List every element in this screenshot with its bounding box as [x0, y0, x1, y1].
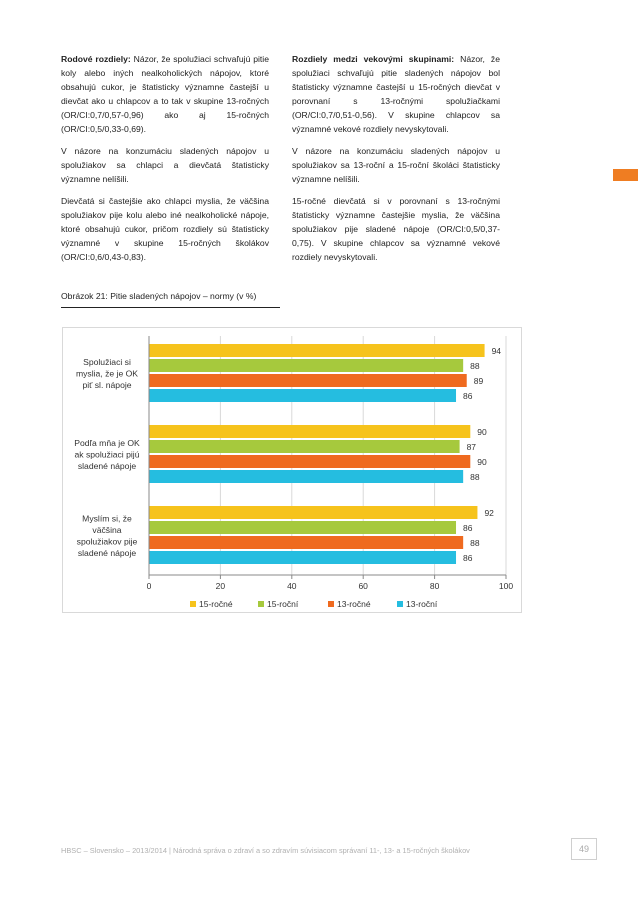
bar — [149, 536, 463, 549]
bar — [149, 389, 456, 402]
data-label: 90 — [477, 457, 487, 467]
age-differences-text: Názor, že spolužiaci schvaľujú pitie sladených nápojov bol štatisticky významne častejší u 15-ročných dievčat v porovnaní s 13-ročnými spolužiačkami (OR/CI:0,7/0,51-0,56). V skupine chlapcov sa významné vekové rozdiely nevyskytovali. — [292, 54, 500, 134]
figure-caption: Obrázok 21: Pitie sladených nápojov – normy (v %) — [61, 291, 257, 301]
gender-differences-paragraph — [61, 52, 269, 136]
legend-swatch — [328, 601, 334, 607]
x-tick-label: 40 — [287, 581, 297, 591]
bar — [149, 506, 477, 519]
data-label: 86 — [463, 523, 473, 533]
caption-divider — [61, 307, 280, 308]
category-label — [77, 513, 138, 558]
category-label-line: piť sl. nápoje — [82, 380, 132, 390]
chart-frame — [62, 327, 522, 613]
data-label: 94 — [491, 346, 502, 356]
category-label-line: spolužiakov pije — [76, 536, 138, 547]
legend-swatch — [190, 601, 196, 607]
gender-differences-heading: Rodové rozdiely: — [61, 54, 131, 64]
category-label-line: ak spolužiaci pijú — [74, 449, 140, 460]
bar — [149, 344, 485, 357]
gender-differences-text: Názor, že spolužiaci schvaľujú pitie koly alebo iných nealkoholických nápojov, ktoré obsahujú cukor, je štatisticky významne častejší u dievčat ako u chlapcov a to tak v skupine 13-ročných (OR/CI:0,7/0,57-0,96) ako aj 15-ročných (OR/CI:0,5/0,33-0,69). — [61, 54, 269, 134]
category-label-line: Myslím si, že — [82, 513, 132, 524]
x-tick-label: 60 — [358, 581, 368, 591]
age-belief-paragraph: 15-ročné dievčatá si v porovnaní s 13-ročnými štatisticky významne častejšie myslia, že väčšina spolužiakov pije sladené nápoje (OR/CI:0,5/0,37-0,75). V skupine chlapcov sa významné vekové rozdiely nevyskytovali. — [292, 196, 500, 262]
chapter-tab-marker — [613, 169, 638, 181]
data-label: 86 — [463, 553, 473, 563]
data-label: 88 — [470, 538, 480, 548]
bar — [149, 440, 460, 453]
category-label — [76, 357, 138, 390]
data-label: 90 — [477, 427, 487, 437]
bar — [149, 551, 456, 564]
legend-label: 13-roční — [406, 599, 438, 609]
category-label-line: myslia, že je OK — [75, 368, 139, 379]
consumption-opinion-paragraph: V názore na konzumáciu sladených nápojov u spolužiakov sa chlapci a dievčatá štatisticky významne nelíšili. — [61, 146, 269, 184]
category-label-line: väčšina — [92, 524, 122, 535]
age-differences-paragraph — [292, 52, 500, 136]
x-tick-label: 0 — [146, 581, 152, 591]
data-label: 86 — [463, 391, 473, 401]
girls-belief-paragraph: Dievčatá si častejšie ako chlapci myslia, že väčšina spolužiakov pije kolu alebo iné nealkoholické nápoje, ktoré obsahujú cukor, pričom rozdiely sú štatisticky významné v skupine 15-ročných školákov (OR/CI:0,6/0,43-0,83). — [61, 196, 269, 262]
bar — [149, 359, 463, 372]
bar — [149, 455, 470, 468]
legend-label: 15-roční — [267, 599, 299, 609]
category-label-line: Podľa mňa je OK — [74, 438, 140, 448]
right-text-column — [292, 52, 500, 272]
footer-text: HBSC – Slovensko – 2013/2014 | Národná správa o zdraví a so zdravím súvisiacom správaní 11-, 13- a 15-ročných školákov — [61, 846, 470, 855]
legend-swatch — [397, 601, 403, 607]
legend-swatch — [258, 601, 264, 607]
bar — [149, 425, 470, 438]
data-label: 87 — [466, 442, 477, 452]
x-tick-label: 100 — [498, 581, 514, 591]
bar-chart — [63, 328, 521, 612]
bar — [149, 374, 467, 387]
bar — [149, 470, 463, 483]
data-label: 92 — [484, 508, 494, 518]
age-differences-heading: Rozdiely medzi vekovými skupinami: — [292, 54, 455, 64]
left-text-column — [61, 52, 269, 272]
x-tick-label: 20 — [215, 581, 226, 591]
legend-label: 13-ročné — [337, 599, 371, 609]
bar — [149, 521, 456, 534]
age-consumption-paragraph: V názore na konzumáciu sladených nápojov u spolužiakov sa 13-roční a 15-roční školáci štatisticky významne nelíšili. — [292, 146, 500, 184]
category-label-line: sladené nápoje — [77, 461, 137, 471]
data-label: 88 — [470, 361, 480, 371]
x-tick-label: 80 — [429, 581, 440, 591]
page-number: 49 — [571, 838, 597, 860]
data-label: 89 — [473, 376, 484, 386]
data-label: 88 — [470, 472, 480, 482]
category-label — [74, 438, 140, 471]
category-label-line: sladené nápoje — [77, 547, 137, 558]
category-label-line: Spolužiaci si — [83, 357, 131, 367]
legend-label: 15-ročné — [199, 599, 233, 609]
